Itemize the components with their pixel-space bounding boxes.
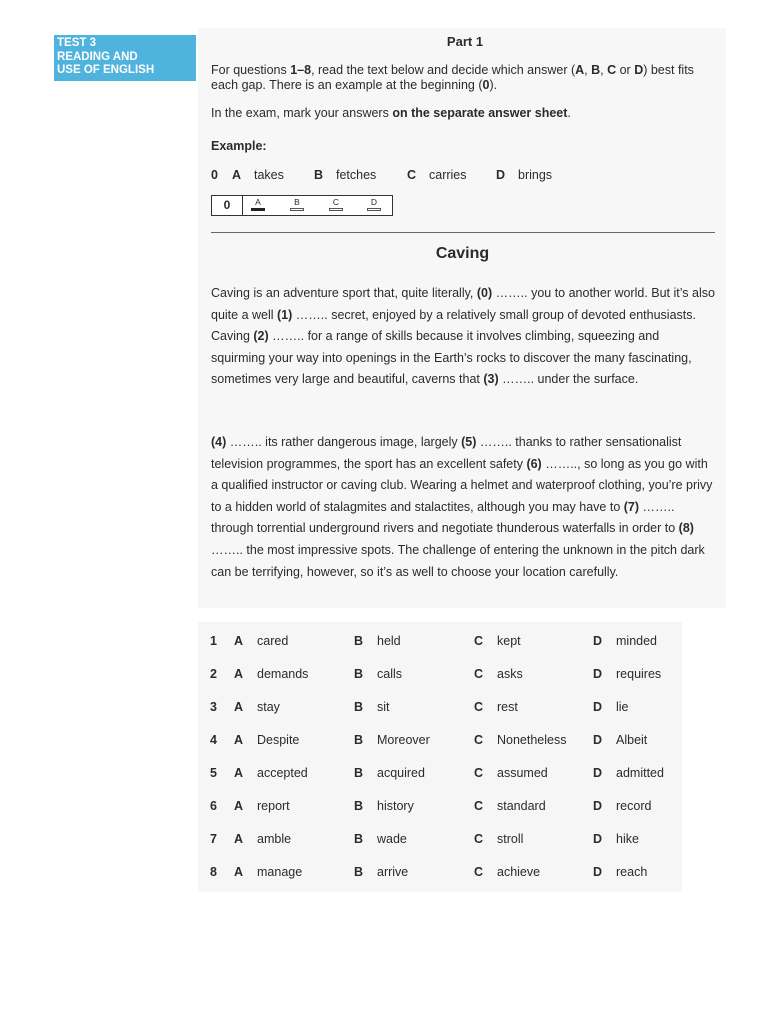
text-segment: …….. its rather dangerous image, largely (226, 435, 462, 449)
option-word-d: admitted (616, 766, 664, 780)
answer-options-list (208, 634, 678, 898)
text-segment: Caving is an adventure sport that, quite literally, (211, 286, 477, 300)
instr-text: , read the text below and decide which answer ( (311, 63, 576, 77)
question-number: 4 (210, 733, 217, 747)
option-word-c: Nonetheless (497, 733, 567, 747)
option-word-b: arrive (377, 865, 409, 879)
question-number: 5 (210, 766, 217, 780)
bubble-letter: C (332, 197, 340, 207)
answer-bubble-a (250, 198, 266, 211)
example-letter-a: A (232, 168, 242, 182)
instr-letter: D (634, 63, 644, 77)
bubble-mark (367, 208, 381, 211)
question-number: 1 (210, 634, 217, 648)
option-word-d: lie (616, 700, 629, 714)
option-letter-d: D (593, 667, 603, 681)
instr-text: ). (489, 78, 498, 92)
question-row (208, 667, 678, 700)
option-word-b: wade (377, 832, 407, 846)
question-row (208, 832, 678, 865)
example-letter-c: C (407, 168, 417, 182)
text-paragraph-2 (211, 432, 716, 583)
option-letter-b: B (354, 799, 364, 813)
question-row (208, 634, 678, 667)
option-word-a: stay (257, 700, 280, 714)
option-letter-d: D (593, 700, 603, 714)
option-word-c: stroll (497, 832, 524, 846)
option-letter-a: A (234, 700, 244, 714)
option-word-b: acquired (377, 766, 425, 780)
option-word-d: reach (616, 865, 648, 879)
instr-range: 1–8 (290, 63, 312, 77)
instr-text: For questions (211, 63, 291, 77)
test-section-tag (54, 35, 196, 81)
text-segment: …….. through torrential underground rivers and negotiate thunderous waterfalls in order to (211, 499, 679, 536)
gap-number: (1) (277, 307, 293, 322)
bubble-mark (251, 208, 265, 211)
instr-letter: B (591, 63, 601, 77)
instr-text: ) best fits each gap. There is an example at the beginning ( (211, 63, 694, 92)
tag-line-2: READING AND (57, 50, 138, 63)
exam-instruction (211, 106, 716, 120)
option-letter-a: A (234, 667, 244, 681)
option-letter-b: B (354, 634, 364, 648)
option-letter-c: C (474, 832, 484, 846)
option-letter-b: B (354, 733, 364, 747)
option-word-c: achieve (497, 865, 541, 879)
text-segment: …….. under the surface. (498, 372, 639, 387)
gap-number: (6) (526, 456, 542, 471)
option-word-c: assumed (497, 766, 548, 780)
option-word-a: amble (257, 832, 292, 846)
question-row (208, 700, 678, 733)
option-letter-c: C (474, 700, 484, 714)
option-letter-c: C (474, 667, 484, 681)
example-letter-d: D (496, 168, 506, 182)
option-letter-a: A (234, 733, 244, 747)
bubble-letter: B (294, 197, 300, 207)
tag-line-1: TEST 3 (57, 37, 96, 49)
option-letter-b: B (354, 766, 364, 780)
option-letter-c: C (474, 733, 484, 747)
gap-number: (7) (623, 499, 640, 514)
option-word-b: Moreover (377, 733, 430, 747)
option-word-a: manage (257, 865, 303, 879)
instr-bold: on the separate answer sheet (392, 106, 568, 120)
example-word-a: takes (254, 168, 284, 182)
option-word-c: asks (497, 667, 523, 681)
option-letter-a: A (234, 865, 244, 879)
bubble-letter: D (370, 197, 378, 207)
option-word-b: held (377, 634, 401, 648)
option-word-d: Albeit (616, 733, 648, 747)
bubble-mark (290, 208, 304, 211)
option-word-c: standard (497, 799, 546, 813)
answer-bubble-b (289, 198, 305, 211)
option-letter-d: D (593, 733, 603, 747)
instr-letter: C (607, 63, 617, 77)
option-letter-a: A (234, 799, 244, 813)
option-word-d: minded (616, 634, 657, 648)
instructions: For questions 1–8, read the text below and decide which answer (A, B, C or D) best fits each gap. There is an example at the beginning (0). (211, 63, 694, 92)
option-letter-d: D (593, 799, 603, 813)
example-answer-box (211, 195, 393, 216)
text-segment: …….., so long as you go with a qualified instructor or caving club. Wearing a helmet and waterproof clothing, you’re privy to a hidden world of stalagmites and stalactites, although you may have to (211, 456, 713, 514)
option-letter-d: D (593, 832, 603, 846)
text-segment: …….. for a range of skills because it involves climbing, squeezing and squirming your way into openings in the Earth’s rocks to discover the many fascinating, sometimes very large and beautiful, caverns that (211, 329, 692, 387)
example-label: Example: (211, 139, 267, 153)
option-letter-a: A (234, 634, 244, 648)
option-letter-b: B (354, 667, 364, 681)
text-segment: …….. you to another world. But it’s also quite a well (211, 286, 715, 322)
option-letter-b: B (354, 700, 364, 714)
text-segment: …….. secret, enjoyed by a relatively small group of devoted enthusiasts. Caving (211, 307, 696, 344)
option-letter-d: D (593, 865, 603, 879)
text-segment: …….. thanks to rather sensationalist television programmes, the sport has an excellent safety (211, 435, 682, 471)
option-word-b: sit (377, 700, 390, 714)
tag-line-3: USE OF ENGLISH (57, 64, 155, 76)
instr-text: In the exam, mark your answers (211, 106, 393, 120)
option-letter-d: D (593, 766, 603, 780)
option-letter-d: D (593, 634, 603, 648)
question-number: 6 (210, 799, 217, 813)
option-letter-b: B (354, 865, 364, 879)
gap-number: (2) (253, 329, 269, 344)
question-number: 2 (210, 667, 217, 681)
option-word-d: requires (616, 667, 662, 681)
option-letter-b: B (354, 832, 364, 846)
example-word-b: fetches (336, 168, 377, 182)
bubble-letter: A (255, 197, 261, 207)
example-word-c: carries (429, 168, 467, 182)
question-row (208, 766, 678, 799)
text-paragraph-1 (211, 283, 716, 391)
option-word-a: report (257, 799, 290, 813)
text-segment: …….. the most impressive spots. The challenge of entering the unknown in the pitch dark can be terrifying, however, so it’s as well to choose your location carefully. (211, 542, 705, 579)
question-row (208, 865, 678, 898)
gap-number: (4) (211, 435, 227, 449)
option-word-c: kept (497, 634, 521, 648)
part-heading: Part 1 (446, 34, 484, 49)
option-word-c: rest (497, 700, 518, 714)
option-word-d: hike (616, 832, 639, 846)
answer-box-number: 0 (212, 196, 243, 215)
option-letter-c: C (474, 766, 484, 780)
option-word-b: history (377, 799, 414, 813)
answer-bubble-c (328, 198, 344, 211)
option-letter-c: C (474, 634, 484, 648)
gap-number: (8) (678, 521, 694, 536)
option-word-d: record (616, 799, 652, 813)
option-word-a: cared (257, 634, 289, 648)
instr-letter: A (575, 63, 585, 77)
option-letter-a: A (234, 832, 244, 846)
gap-number: (5) (461, 435, 477, 449)
gap-number: (3) (483, 372, 499, 387)
instr-text: or (616, 63, 635, 77)
gap-number: (0) (476, 286, 493, 300)
option-word-a: accepted (257, 766, 308, 780)
example-letter-b: B (314, 168, 324, 182)
instr-text: . (567, 106, 571, 120)
question-row (208, 733, 678, 766)
option-letter-a: A (234, 766, 244, 780)
option-word-a: Despite (257, 733, 300, 747)
question-number: 7 (210, 832, 217, 846)
option-word-a: demands (257, 667, 309, 681)
question-row (208, 799, 678, 832)
bubble-mark (329, 208, 343, 211)
option-letter-c: C (474, 799, 484, 813)
section-divider (211, 232, 715, 233)
text-title: Caving (435, 245, 490, 262)
instr-zero: 0 (482, 78, 490, 92)
example-number: 0 (211, 168, 218, 182)
example-word-d: brings (518, 168, 553, 182)
option-word-b: calls (377, 667, 403, 681)
question-number: 8 (210, 865, 217, 879)
question-number: 3 (210, 700, 217, 714)
answer-bubble-d (366, 198, 382, 211)
option-letter-c: C (474, 865, 484, 879)
